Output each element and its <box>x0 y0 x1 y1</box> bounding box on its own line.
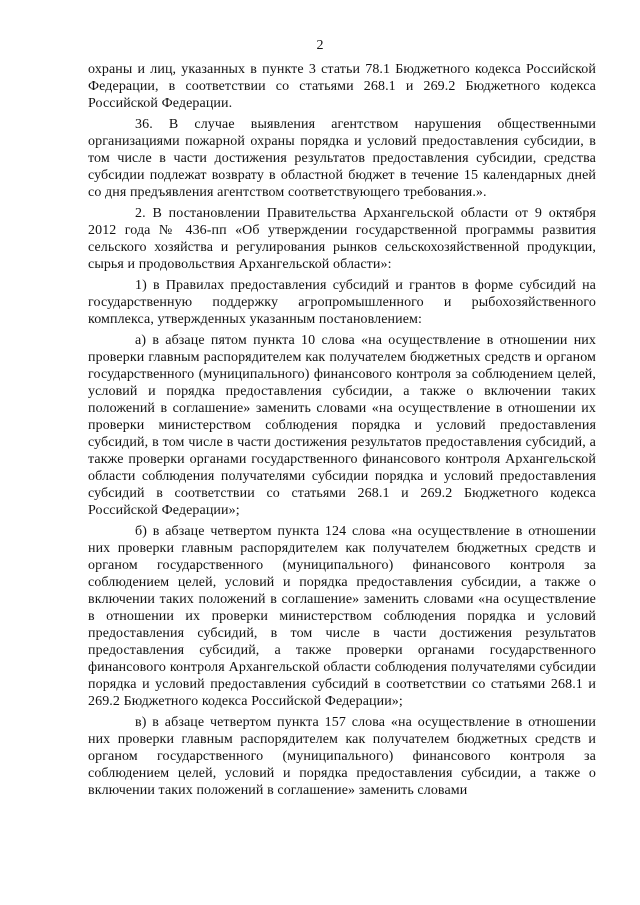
paragraph-subitem-1: 1) в Правилах предоставления субсидий и грантов в форме субсидий на государственную поддержку агропромышленного и рыбохозяйственного комплекса, утвержденных указанным постановлением: <box>88 278 596 327</box>
paragraph-subitem-a: а) в абзаце пятом пункта 10 слова «на осуществление в отношении них проверки главным распорядителем как получателем бюджетных средств и органом государственного (муниципального) финансового контроля за соблюдением целей, условий и порядка предоставления субсидии, а также о включении таких положений в соглашение» заменить словами «на осуществление в отношении их проверки министерством соблюдения порядка и условий предоставления субсидий, в том числе в части достижения результатов предоставления субсидий, а также проверки органами государственного финансового контроля Архангельской области соблюдения получателями субсидии порядка и условий предоставления субсидий в соответствии со статьями 268.1 и 269.2 Бюджетного кодекса Российской Федерации»; <box>88 333 596 518</box>
document-body <box>88 61 596 803</box>
paragraph-continuation: охраны и лиц, указанных в пункте 3 статьи 78.1 Бюджетного кодекса Российской Федерации, в соответствии со статьями 268.1 и 269.2 Бюджетного кодекса Российской Федерации. <box>88 62 596 111</box>
page-number: 2 <box>316 38 324 53</box>
paragraph-item-2: 2. В постановлении Правительства Архангельской области от 9 октября 2012 года № 436-пп «Об утверждении государственной программы развития сельского хозяйства и регулирования рынков сельскохозяйственной продукции, сырья и продовольствия Архангельской области»: <box>88 206 596 272</box>
paragraph-subitem-v: в) в абзаце четвертом пункта 157 слова «на осуществление в отношении них проверки главным распорядителем как получателем бюджетных средств и органом государственного (муниципального) финансового контроля за соблюдением целей, условий и порядка предоставления субсидии, а также о включении таких положений в соглашение» заменить словами <box>88 715 596 798</box>
paragraph-subitem-b: б) в абзаце четвертом пункта 124 слова «на осуществление в отношении них проверки главным распорядителем как получателем бюджетных средств и органом государственного (муниципального) финансового контроля за соблюдением целей, условий и порядка предоставления субсидии, а также о включении таких положений в соглашение» заменить словами «на осуществление в отношении их проверки министерством соблюдения порядка и условий предоставления субсидий, в том числе в части достижения результатов предоставления субсидий, а также проверки органами государственного финансового контроля Архангельской области соблюдения получателями субсидии порядка и условий предоставления субсидий в соответствии со статьями 268.1 и 269.2 Бюджетного кодекса Российской Федерации»; <box>88 524 596 709</box>
paragraph-item-36: 36. В случае выявления агентством нарушения общественными организациями пожарной охраны порядка и условий предоставления субсидии, в том числе в части достижения результатов предоставления субсидии, средства субсидии подлежат возврату в областной бюджет в течение 15 календарных дней со дня предъявления агентством соответствующего требования.». <box>88 117 596 200</box>
